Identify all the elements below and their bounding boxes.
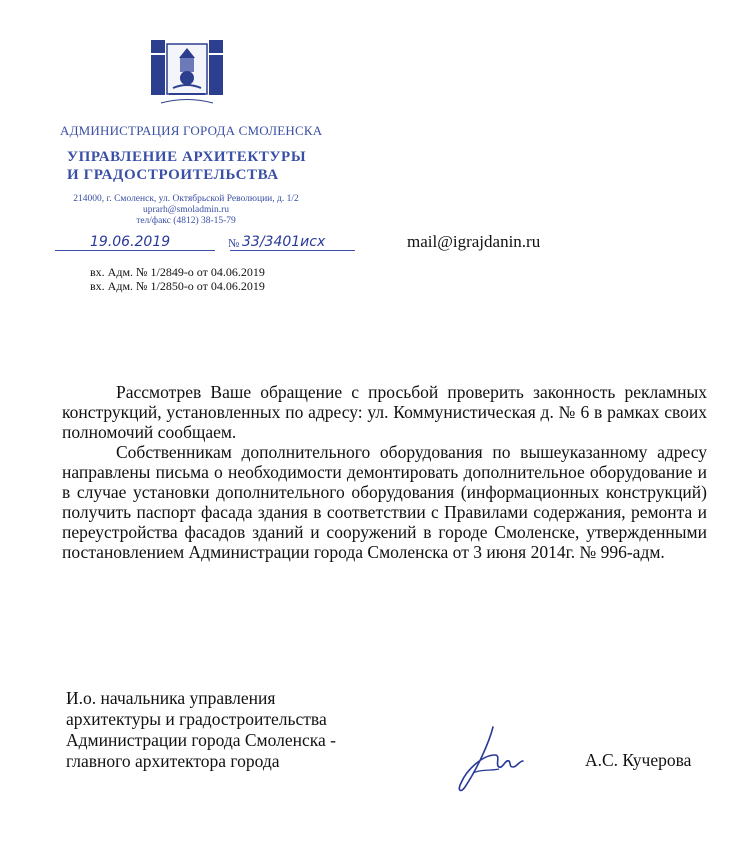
department-name xyxy=(67,148,306,184)
address-line: 214000, г. Смоленск, ул. Октябрьской Революции, д. 1/2 xyxy=(73,194,299,204)
signatory-title-line2: архитектуры и градостроительства xyxy=(66,709,327,729)
registration-date: 19.06.2019 xyxy=(90,234,171,250)
phone-line: тел/факс (4812) 38-15-79 xyxy=(136,216,236,226)
signatory-title-line1: И.о. начальника управления xyxy=(66,688,276,708)
signatory-title-line4: главного архитектора города xyxy=(66,751,280,771)
handwritten-signature-icon xyxy=(455,725,525,795)
coat-of-arms-icon xyxy=(147,38,227,113)
incoming-reference-2: вх. Адм. № 1/2850-о от 04.06.2019 xyxy=(90,279,265,293)
number-label: № xyxy=(228,236,240,250)
signatory-title-line3: Администрации города Смоленска - xyxy=(66,730,336,750)
recipient-email: mail@igrajdanin.ru xyxy=(407,232,541,251)
registration-number: 33/3401исх xyxy=(242,234,326,250)
body-paragraph-1: Рассмотрев Ваше обращение с просьбой проверить законность рекламных конструкций, установленных по адресу: ул. Коммунистическая д. № 6 в рамках своих полномочий сообщаем. xyxy=(62,382,707,442)
letter-body xyxy=(62,382,707,562)
body-paragraph-2: Собственникам дополнительного оборудования по вышеуказанному адресу направлены письма о необходимости демонтировать дополнительное оборудование и в случае установки дополнительного оборудования (информационных конструкций) получить паспорт фасада здания в соответствии с Правилами содержания, ремонта и переустройства фасадов зданий и сооружений в городе Смоленске, утвержденными постановлением Администрации города Смоленска от 3 июня 2014г. № 996-адм. xyxy=(62,442,707,562)
signatory-name: А.С. Кучерова xyxy=(585,750,692,770)
department-name-line1: УПРАВЛЕНИЕ АРХИТЕКТУРЫ xyxy=(67,149,307,165)
signatory-title xyxy=(66,688,336,772)
department-name-line2: И ГРАДОСТРОИТЕЛЬСТВА xyxy=(67,167,279,183)
incoming-references xyxy=(90,265,265,293)
date-underline xyxy=(55,250,215,251)
department-address xyxy=(0,194,372,227)
incoming-reference-1: вх. Адм. № 1/2849-о от 04.06.2019 xyxy=(90,265,265,279)
email-line: uprarh@smoladmin.ru xyxy=(142,205,230,215)
number-underline xyxy=(230,250,355,251)
administration-name: АДМИНИСТРАЦИЯ ГОРОДА СМОЛЕНСКА xyxy=(60,123,323,138)
